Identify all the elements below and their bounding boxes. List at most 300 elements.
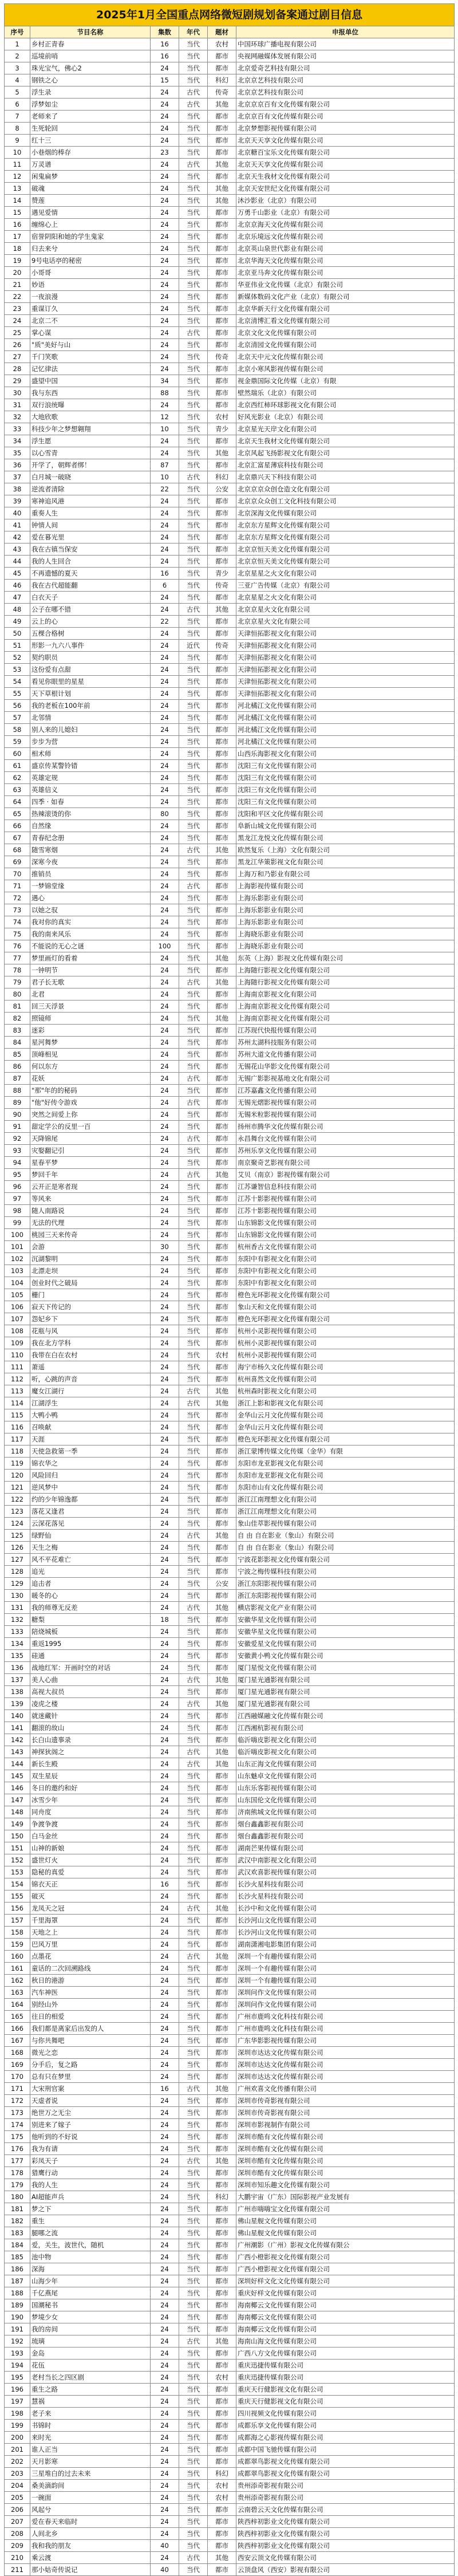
table-row	[5, 411, 455, 423]
genre: 都市	[208, 2275, 236, 2287]
era: 当代	[179, 1518, 208, 1530]
company: 烟台鑫鑫影视有限公司	[236, 1818, 455, 1830]
table-row	[5, 1361, 455, 1373]
drama-name: 猎鹰行动	[30, 2167, 151, 2179]
genre: 都市	[208, 1638, 236, 1650]
episode-count: 24	[151, 2179, 179, 2191]
company: 佛山星舰文化传媒有限公司	[236, 2227, 455, 2239]
era: 古代	[179, 1530, 208, 1542]
drama-name: 我在北方学科	[30, 1337, 151, 1349]
drama-name: 就迷藏针	[30, 1710, 151, 1722]
company: 广州市鹿鸣文化科技有限公司	[236, 2023, 455, 2035]
genre: 都市	[208, 1554, 236, 1566]
episode-count: 24	[151, 183, 179, 195]
company: 浙江东阳影视传媒有限公司	[236, 1578, 455, 1590]
episode-count: 24	[151, 1975, 179, 1987]
episode-count: 24	[151, 2444, 179, 2456]
era: 当代	[179, 580, 208, 592]
genre: 青少	[208, 568, 236, 580]
genre: 都市	[208, 1445, 236, 1458]
table-row	[5, 1794, 455, 1806]
genre: 其他	[208, 1169, 236, 1181]
era: 当代	[179, 808, 208, 820]
genre: 都市	[208, 1145, 236, 1157]
row-index: 148	[5, 1806, 30, 1818]
era: 当代	[179, 1818, 208, 1830]
company: 视金鼎国际文化传媒（北京）有限	[236, 375, 455, 387]
table-row	[5, 74, 455, 86]
era: 当代	[179, 387, 208, 399]
era: 当代	[179, 1854, 208, 1866]
era: 当代	[179, 748, 208, 760]
table-row	[5, 1217, 455, 1229]
row-index: 87	[5, 1073, 30, 1085]
table-row	[5, 1518, 455, 1530]
drama-name: 白衣天子	[30, 592, 151, 604]
era: 当代	[179, 1445, 208, 1458]
table-row	[5, 1554, 455, 1566]
episode-count: 24	[151, 652, 179, 664]
table-row	[5, 1770, 455, 1782]
table-row	[5, 1289, 455, 1301]
era: 当代	[179, 483, 208, 495]
company: 北京汇富星薄宸科技有限公司	[236, 459, 455, 471]
company: 重庆好样文化传媒有限公司	[236, 2287, 455, 2299]
genre: 其他	[208, 976, 236, 988]
company: 天津恒拓影视文化有限公司	[236, 640, 455, 652]
row-index: 194	[5, 2360, 30, 2372]
drama-name: 英雄定规	[30, 772, 151, 784]
row-index: 6	[5, 99, 30, 111]
row-index: 99	[5, 1217, 30, 1229]
era: 古代	[179, 844, 208, 856]
era: 当代	[179, 1830, 208, 1842]
episode-count: 24	[151, 1794, 179, 1806]
row-index: 47	[5, 592, 30, 604]
table-row	[5, 543, 455, 556]
genre: 都市	[208, 1818, 236, 1830]
table-row	[5, 1566, 455, 1578]
drama-name: 国潮秘书	[30, 2299, 151, 2311]
era: 当代	[179, 1253, 208, 1265]
table-row	[5, 2335, 455, 2347]
drama-name: 巴风万里	[30, 1939, 151, 1951]
episode-count: 24	[151, 2131, 179, 2143]
era: 当代	[179, 1782, 208, 1794]
company: 上海南京影视文化传媒有限公司	[236, 1001, 455, 1013]
table-row	[5, 50, 455, 62]
genre: 都市	[208, 1373, 236, 1385]
era: 当代	[179, 243, 208, 255]
drama-name: 重奏人生	[30, 507, 151, 519]
drama-name: 大宋刑官案	[30, 2083, 151, 2095]
row-index: 39	[5, 495, 30, 507]
row-index: 113	[5, 1385, 30, 1397]
table-row	[5, 399, 455, 411]
episode-count: 24	[151, 2516, 179, 2528]
genre: 都市	[208, 2227, 236, 2239]
row-index: 202	[5, 2456, 30, 2468]
row-index: 142	[5, 1734, 30, 1746]
genre: 农村	[208, 1349, 236, 1361]
episode-count: 24	[151, 1638, 179, 1650]
drama-name: 白马金丝	[30, 1830, 151, 1842]
era: 当代	[179, 1987, 208, 1999]
episode-count: 24	[151, 2143, 179, 2155]
company: 自 由 自在影业（象山）有限公司	[236, 1542, 455, 1554]
drama-name: 相术师	[30, 748, 151, 760]
drama-name: "那"年的的秘码	[30, 1085, 151, 1097]
company: 北京爱奇艺科技有限公司	[236, 62, 455, 74]
era: 当代	[179, 1927, 208, 1939]
row-index: 177	[5, 2155, 30, 2167]
row-index: 56	[5, 700, 30, 712]
era: 古代	[179, 86, 208, 99]
genre: 科幻	[208, 471, 236, 483]
episode-count: 24	[151, 1157, 179, 1169]
row-index: 3	[5, 62, 30, 74]
company: 三亚广告传媒（北京）有限公司	[236, 580, 455, 592]
company: 贵州添奇影视有限公司	[236, 2492, 455, 2504]
table-row	[5, 1578, 455, 1590]
row-index: 10	[5, 147, 30, 159]
table-row	[5, 916, 455, 928]
episode-count: 24	[151, 2480, 179, 2492]
drama-name: 秋日的港游	[30, 1975, 151, 1987]
row-index: 160	[5, 1951, 30, 1963]
drama-name: 深海	[30, 2263, 151, 2275]
era: 当代	[179, 495, 208, 507]
genre: 其他	[208, 1385, 236, 1397]
table-row	[5, 1963, 455, 1975]
company: 北京京百有文化传媒有限公司	[236, 111, 455, 123]
genre: 其他	[208, 952, 236, 964]
table-row	[5, 99, 455, 111]
table-row	[5, 856, 455, 868]
company: 云南碧云天文化传媒有限公司	[236, 2504, 455, 2516]
company: 杭州小灵影视传媒有限公司	[236, 1325, 455, 1337]
drama-name: 我在古镇当保安	[30, 543, 151, 556]
drama-table	[4, 3, 455, 2576]
episode-count: 24	[151, 1854, 179, 1866]
genre: 都市	[208, 1037, 236, 1049]
genre: 都市	[208, 1289, 236, 1301]
era: 当代	[179, 1842, 208, 1854]
episode-count: 24	[151, 519, 179, 531]
table-row	[5, 2023, 455, 2035]
company: 无锡米粒影视传媒有限公司	[236, 1109, 455, 1121]
company: 上海南京影视文化有限公司	[236, 988, 455, 1001]
company: 北京文化文化传媒有限公司	[236, 327, 455, 339]
genre: 都市	[208, 231, 236, 243]
row-index: 88	[5, 1085, 30, 1097]
table-row	[5, 2059, 455, 2071]
drama-name: 不能说的无心之谜	[30, 940, 151, 952]
company: 艾贝（南京）影视传媒有限公司	[236, 1169, 455, 1181]
table-row	[5, 1313, 455, 1325]
table-row	[5, 2083, 455, 2095]
episode-count: 24	[151, 1963, 179, 1975]
era: 当代	[179, 1241, 208, 1253]
era: 当代	[179, 2347, 208, 2360]
era: 当代	[179, 1939, 208, 1951]
company: 北京星星之火文化有限公司	[236, 592, 455, 604]
genre: 都市	[208, 2528, 236, 2540]
episode-count: 24	[151, 964, 179, 976]
company: 沈阳和平区文化传媒有限公司	[236, 808, 455, 820]
company: 阜新山城文化传媒有限公司	[236, 820, 455, 832]
era: 当代	[179, 916, 208, 928]
drama-name: 我的人生回合	[30, 556, 151, 568]
genre: 都市	[208, 135, 236, 147]
episode-count: 22	[151, 616, 179, 628]
table-row	[5, 1001, 455, 1013]
table-row	[5, 1061, 455, 1073]
company: 无锡广影影视基地文化有限公司	[236, 1073, 455, 1085]
table-row	[5, 664, 455, 676]
table-row	[5, 38, 455, 50]
era: 当代	[179, 1049, 208, 1061]
episode-count: 12	[151, 411, 179, 423]
era: 当代	[179, 50, 208, 62]
table-row	[5, 1686, 455, 1698]
drama-name: 我带在白在农村	[30, 1349, 151, 1361]
genre: 都市	[208, 1121, 236, 1133]
genre: 其他	[208, 604, 236, 616]
company: 北京天安世纪文化传媒有限公司	[236, 183, 455, 195]
era: 当代	[179, 1361, 208, 1373]
episode-count: 24	[151, 1999, 179, 2011]
company: 央视网融媒体发展有限公司	[236, 50, 455, 62]
era: 古代	[179, 2335, 208, 2347]
company: 北京东方星辉文化传媒有限公司	[236, 519, 455, 531]
company: 杭州香古文化传媒有限公司	[236, 1241, 455, 1253]
row-index: 97	[5, 1193, 30, 1205]
era: 当代	[179, 1061, 208, 1073]
era: 当代	[179, 2047, 208, 2059]
episode-count: 24	[151, 1686, 179, 1698]
era: 当代	[179, 568, 208, 580]
drama-name: 星春平梦	[30, 1157, 151, 1169]
episode-count: 24	[151, 1217, 179, 1229]
era: 当代	[179, 616, 208, 628]
episode-count: 24	[151, 2059, 179, 2071]
company: 好风光影业（北京）有限公司	[236, 411, 455, 423]
table-row	[5, 748, 455, 760]
company: 苏州太湖科技服务有限公司	[236, 1037, 455, 1049]
table-row	[5, 2528, 455, 2540]
company: 北京天天享文化传媒有限公司	[236, 159, 455, 171]
drama-name: 万灵谱	[30, 159, 151, 171]
era: 当代	[179, 1578, 208, 1590]
row-index: 37	[5, 471, 30, 483]
drama-name: 随人南路说	[30, 1205, 151, 1217]
row-index: 22	[5, 291, 30, 303]
row-index: 73	[5, 904, 30, 916]
row-index: 89	[5, 1097, 30, 1109]
genre: 其他	[208, 1674, 236, 1686]
drama-name: 钢铁之心	[30, 74, 151, 86]
genre: 都市	[208, 988, 236, 1001]
drama-name: 云深花落见	[30, 1518, 151, 1530]
row-index: 28	[5, 363, 30, 375]
era: 古代	[179, 99, 208, 111]
era: 当代	[179, 2299, 208, 2311]
table-row	[5, 1638, 455, 1650]
company: 安徽华星文化传媒有限公司	[236, 1614, 455, 1626]
company: 自 由 自在影业（象山）有限公司	[236, 1530, 455, 1542]
era: 当代	[179, 1915, 208, 1927]
drama-name: 花伍	[30, 2360, 151, 2372]
company: 深圳市酷有文化传媒有限公司	[236, 2167, 455, 2179]
genre: 都市	[208, 1313, 236, 1325]
genre: 都市	[208, 279, 236, 291]
genre: 都市	[208, 2311, 236, 2323]
row-index: 193	[5, 2347, 30, 2360]
company: 深圳市影视制作有限公司	[236, 2119, 455, 2131]
row-index: 102	[5, 1253, 30, 1265]
era: 当代	[179, 411, 208, 423]
table-row	[5, 1470, 455, 1482]
drama-name: 江湖浮生	[30, 1397, 151, 1409]
row-index: 4	[5, 74, 30, 86]
table-row	[5, 2384, 455, 2396]
table-row	[5, 243, 455, 255]
row-index: 86	[5, 1061, 30, 1073]
genre: 都市	[208, 1794, 236, 1806]
row-index: 121	[5, 1482, 30, 1494]
episode-count: 24	[151, 1349, 179, 1361]
row-index: 36	[5, 459, 30, 471]
drama-name: 千里海罩	[30, 1915, 151, 1927]
table-row	[5, 736, 455, 748]
company: 山西乐海影视文化有限公司	[236, 748, 455, 760]
company: 北京亚马奔文化传媒有限公司	[236, 267, 455, 279]
genre: 都市	[208, 2432, 236, 2444]
company: 江苏十影影视传媒有限公司	[236, 1193, 455, 1205]
genre: 都市	[208, 2203, 236, 2215]
company: 广西八方文化传媒有限公司	[236, 2347, 455, 2360]
drama-name: 追击者	[30, 1578, 151, 1590]
genre: 都市	[208, 1614, 236, 1626]
era: 古代	[179, 2083, 208, 2095]
company: 沈阳三有文化传媒有限公司	[236, 772, 455, 784]
table-row	[5, 1927, 455, 1939]
genre: 其他	[208, 2552, 236, 2564]
era: 当代	[179, 1734, 208, 1746]
era: 古代	[179, 1698, 208, 1710]
episode-count: 24	[151, 1445, 179, 1458]
company: 上海乐影影业有限公司	[236, 916, 455, 928]
genre: 都市	[208, 2167, 236, 2179]
era: 当代	[179, 556, 208, 568]
drama-name: 我和我的朋友	[30, 2540, 151, 2552]
row-index: 80	[5, 988, 30, 1001]
drama-name: 爱在春天来临时	[30, 2516, 151, 2528]
episode-count: 24	[151, 531, 179, 543]
company: 山东正海文化传媒有限公司	[236, 1758, 455, 1770]
episode-count: 24	[151, 556, 179, 568]
genre: 都市	[208, 1518, 236, 1530]
drama-name: 闲鬼扁梦	[30, 171, 151, 183]
row-index: 192	[5, 2335, 30, 2347]
genre: 都市	[208, 928, 236, 940]
table-row	[5, 712, 455, 724]
era: 当代	[179, 892, 208, 904]
era: 当代	[179, 447, 208, 459]
genre: 都市	[208, 543, 236, 556]
row-index: 116	[5, 1421, 30, 1433]
episode-count: 24	[151, 2287, 179, 2299]
episode-count: 24	[151, 988, 179, 1001]
era: 古代	[179, 327, 208, 339]
drama-name: 四季 · 如春	[30, 796, 151, 808]
row-index: 135	[5, 1650, 30, 1662]
row-index: 14	[5, 195, 30, 207]
company: 长沙火星科技有限公司	[236, 1890, 455, 1903]
table-row	[5, 976, 455, 988]
episode-count: 24	[151, 1722, 179, 1734]
drama-name: 何以东方	[30, 1061, 151, 1073]
episode-count: 24	[151, 1866, 179, 1878]
company: 江苏现代快报传媒有限公司	[236, 1025, 455, 1037]
company: 金华山云月文化传媒有限公司	[236, 1409, 455, 1421]
episode-count: 16	[151, 1878, 179, 1890]
episode-count: 24	[151, 1662, 179, 1674]
genre: 都市	[208, 820, 236, 832]
episode-count: 24	[151, 1109, 179, 1121]
company: 北京京恒天美文化传媒有限公司	[236, 556, 455, 568]
episode-count: 24	[151, 2552, 179, 2564]
company: 东阳中有影视文化有限公司	[236, 1253, 455, 1265]
row-index: 68	[5, 844, 30, 856]
col-header-era: 年代	[179, 26, 208, 38]
era: 当代	[179, 664, 208, 676]
era: 当代	[179, 736, 208, 748]
company: 广东华影影视传媒有限公司	[236, 2035, 455, 2047]
drama-name: 不再遗憾的夏天	[30, 568, 151, 580]
era: 当代	[179, 1229, 208, 1241]
table-row	[5, 1722, 455, 1734]
era: 当代	[179, 2227, 208, 2239]
drama-name: 桑美滴韵间	[30, 2480, 151, 2492]
drama-name: 看见你眼里的星星	[30, 676, 151, 688]
episode-count: 24	[151, 1073, 179, 1085]
table-row	[5, 2107, 455, 2119]
episode-count: 24	[151, 1626, 179, 1638]
episode-count: 24	[151, 1506, 179, 1518]
genre: 都市	[208, 1686, 236, 1698]
era: 当代	[179, 231, 208, 243]
genre: 都市	[208, 1987, 236, 1999]
era: 当代	[179, 339, 208, 351]
episode-count: 24	[151, 543, 179, 556]
table-row	[5, 1698, 455, 1710]
row-index: 26	[5, 339, 30, 351]
episode-count: 24	[151, 399, 179, 411]
genre: 都市	[208, 1181, 236, 1193]
drama-name: 别经山外	[30, 1999, 151, 2011]
genre: 都市	[208, 1085, 236, 1097]
era: 当代	[179, 1626, 208, 1638]
episode-count: 24	[151, 1782, 179, 1794]
episode-count: 24	[151, 1806, 179, 1818]
drama-name: 长白山遗事录	[30, 1734, 151, 1746]
drama-name: 谁人正当	[30, 2444, 151, 2456]
episode-count: 24	[151, 604, 179, 616]
row-index: 77	[5, 952, 30, 964]
genre: 其他	[208, 1602, 236, 1614]
